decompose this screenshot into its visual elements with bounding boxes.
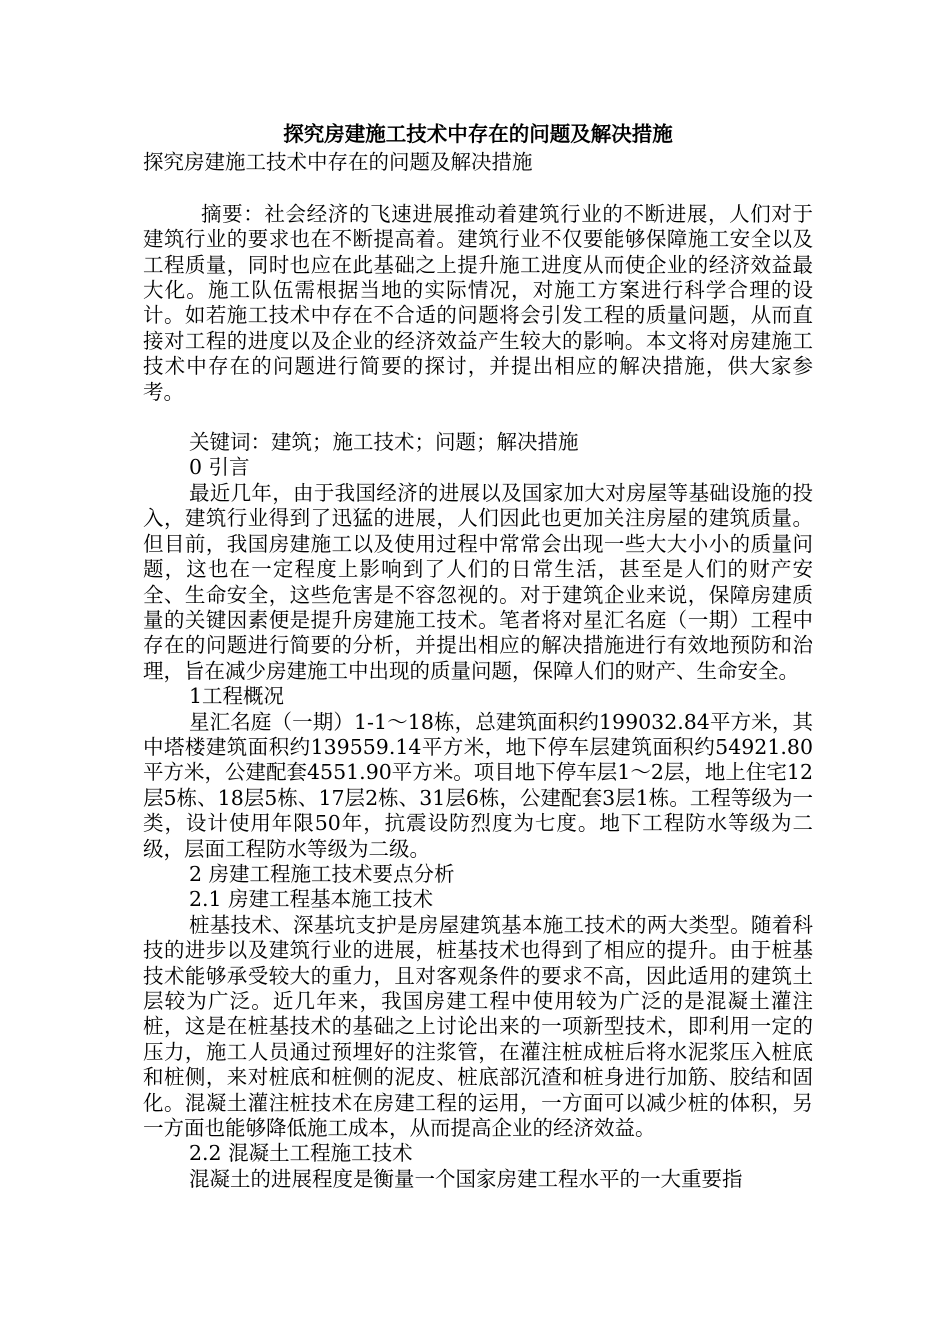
spacer bbox=[143, 176, 813, 202]
section-heading-intro: 0 引言 bbox=[189, 455, 250, 480]
section-heading-basic-tech: 2.1 房建工程基本施工技术 bbox=[189, 887, 434, 912]
spacer bbox=[143, 405, 813, 430]
abstract-paragraph: 摘要：社会经济的飞速进展推动着建筑行业的不断进展，人们对于建筑行业的要求也在不断提高着。建筑行业不仅要能够保障施工安全以及工程质量，同时也应在此基础之上提升施工进度从而使企业的经济效益最大化。施工队伍需根据当地的实际情况，对施工方案进行科学合理的设计。如若施工技术中存在不合适的问题将会引发工程的质量问题，从而直接对工程的进度以及企业的经济效益产生较大的影响。本文将对房建施工技术中存在的问题进行简要的探讨，并提出相应的解决措施，供大家参考。 bbox=[143, 201, 813, 404]
section-body-intro: 最近几年，由于我国经济的进展以及国家加大对房屋等基础设施的投入，建筑行业得到了迅猛的进展，人们因此也更加关注房屋的建筑质量。但目前，我国房建施工以及使用过程中常常会出现一些大大小小的质量问题，这也在一定程度上影响到了人们的日常生活，甚至是人们的财产安全、生命安全，这些危害是不容忽视的。对于建筑企业来说，保障房建质量的关键因素便是提升房建施工技术。笔者将对星汇名庭（一期）工程中存在的问题进行简要的分析，并提出相应的解决措施进行有效地预防和治理，旨在减少房建施工中出现的质量问题，保障人们的财产、生命安全。 bbox=[143, 480, 813, 683]
document-subtitle: 探究房建施工技术中存在的问题及解决措施 bbox=[143, 150, 533, 175]
section-heading-overview: 1工程概况 bbox=[189, 684, 285, 709]
document-page bbox=[143, 122, 813, 1192]
document-title: 探究房建施工技术中存在的问题及解决措施 bbox=[283, 122, 673, 146]
section-heading-analysis: 2 房建工程施工技术要点分析 bbox=[189, 861, 455, 886]
section-body-concrete: 混凝土的进展程度是衡量一个国家房建工程水平的一大重要指 bbox=[189, 1166, 743, 1191]
section-heading-concrete: 2.2 混凝土工程施工技术 bbox=[189, 1141, 413, 1166]
keywords-line: 关键词：建筑；施工技术；问题；解决措施 bbox=[189, 430, 579, 455]
section-body-basic-tech: 桩基技术、深基坑支护是房屋建筑基本施工技术的两大类型。随着科技的进步以及建筑行业的进展，桩基技术也得到了相应的提升。由于桩基技术能够承受较大的重力，且对客观条件的要求不高，因此适用的建筑土层较为广泛。近几年来，我国房建工程中使用较为广泛的是混凝土灌注桩，这是在桩基技术的基础之上讨论出来的一项新型技术，即利用一定的压力，施工人员通过预埋好的注浆管，在灌注桩成桩后将水泥浆压入桩底和桩侧，来对桩底和桩侧的泥皮、桩底部沉渣和桩身进行加筋、胶结和固化。混凝土灌注桩技术在房建工程的运用，一方面可以减少桩的体积，另一方面也能够降低施工成本，从而提高企业的经济效益。 bbox=[143, 912, 813, 1141]
section-body-overview: 星汇名庭（一期）1-1～18栋，总建筑面积约199032.84平方米，其中塔楼建筑面积约139559.14平方米，地下停车层建筑面积约54921.80平方米，公建配套4551.90平方米。项目地下停车层1～2层，地上住宅12层5栋、18层5栋、17层2栋、31层6栋，公建配套3层1栋。工程等级为一类，设计使用年限50年，抗震设防烈度为七度。地下工程防水等级为二级，层面工程防水等级为二级。 bbox=[143, 709, 813, 861]
